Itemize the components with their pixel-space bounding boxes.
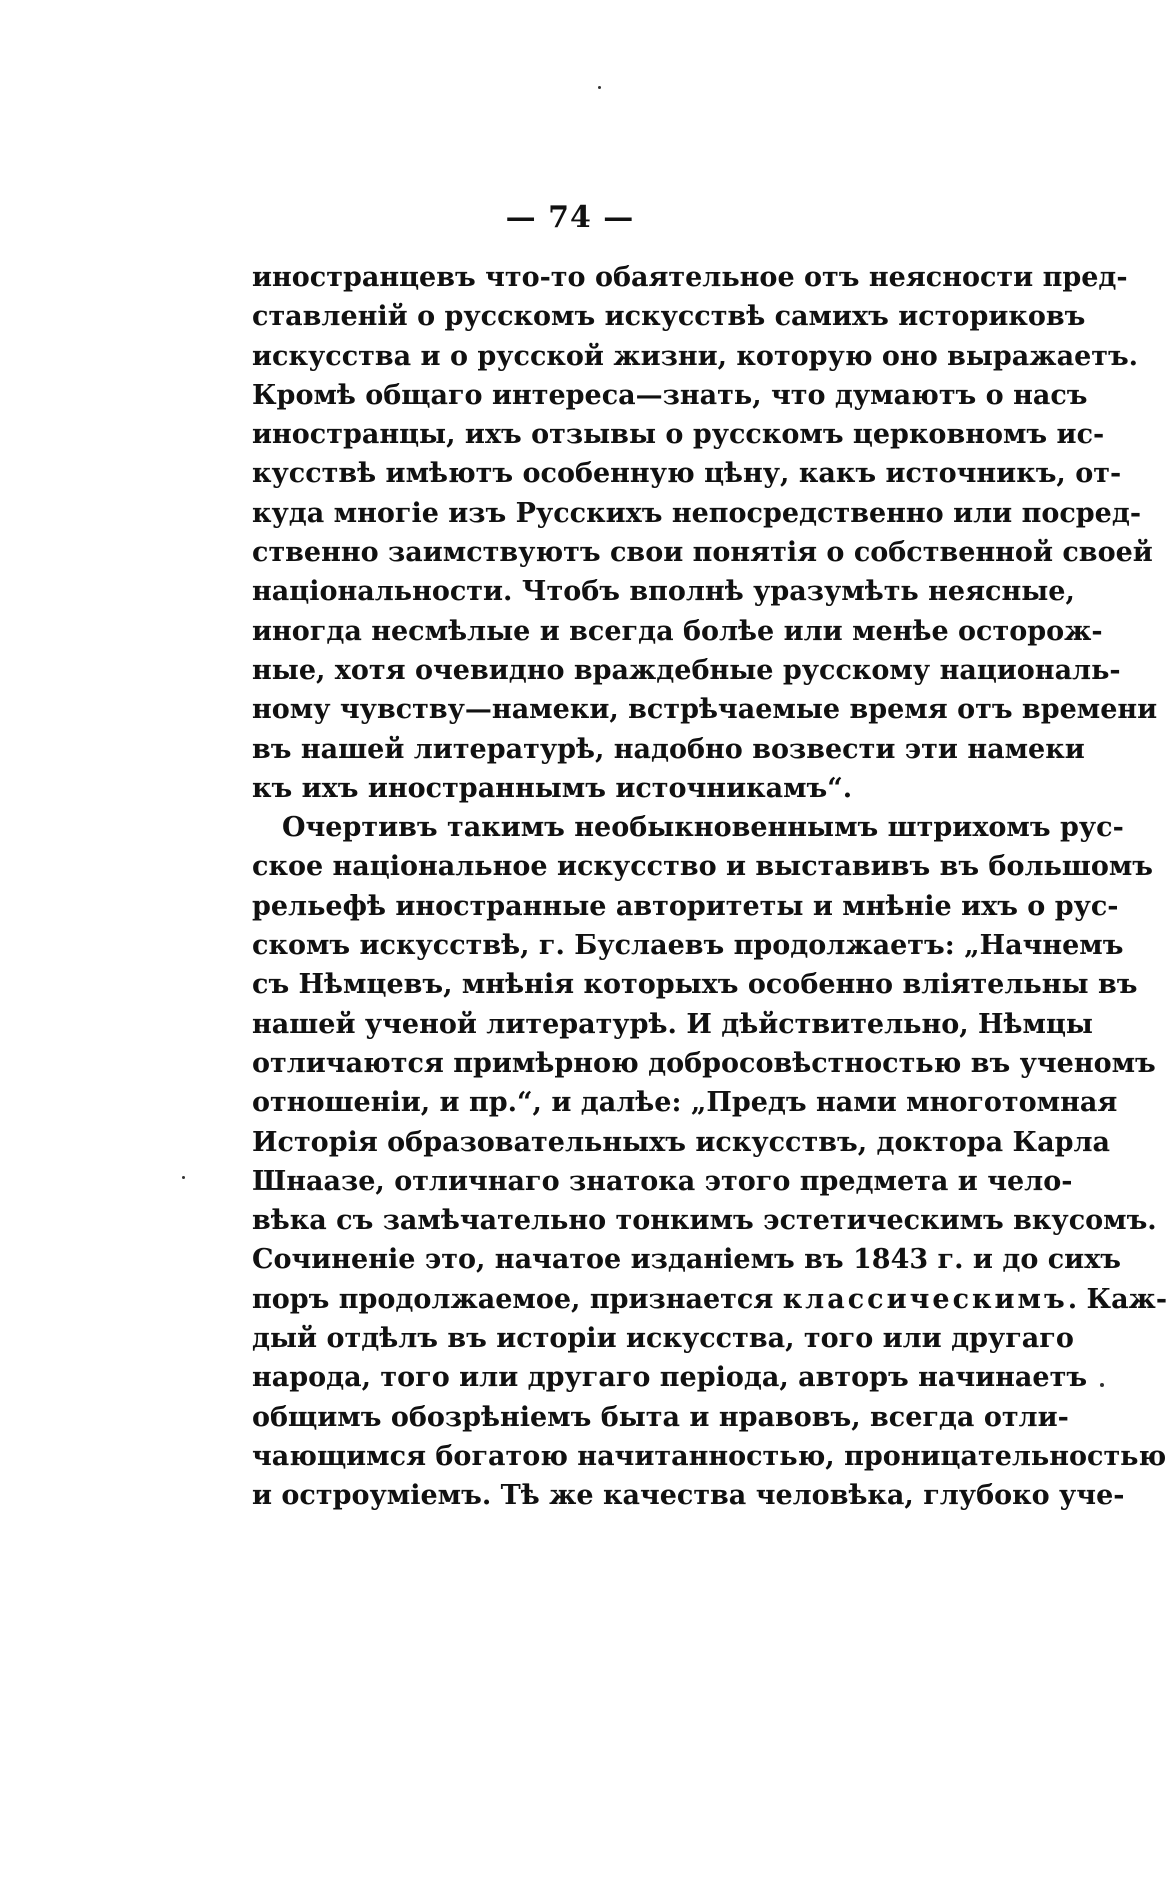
text-line: національности. Чтобъ вполнѣ уразумѣть неясные, — [252, 576, 1075, 608]
text-line: народа, того или другаго періода, авторъ начинаетъ — [252, 1362, 1088, 1394]
text-line: кусствѣ имѣютъ особенную цѣну, какъ источникъ, от- — [252, 458, 1122, 490]
emphasized-word: классическимъ — [782, 1283, 1068, 1315]
text-line: ственно заимствуютъ свои понятія о собственной своей — [252, 537, 1153, 569]
page-number: — 74 — — [505, 200, 635, 235]
text-line: Кромѣ общаго интереса—знать, что думаютъ о насъ — [252, 379, 1088, 411]
text-line: въ нашей литературѣ, надобно возвести эти намеки — [252, 733, 1085, 765]
text-line — [252, 1280, 1167, 1319]
text-line: Очертивъ такимъ необыкновеннымъ штрихомъ рус- — [282, 812, 1124, 844]
text-line: и остроуміемъ. Тѣ же качества человѣка, глубоко уче- — [252, 1480, 1125, 1512]
print-speck — [182, 1176, 185, 1179]
text-line: иностранцы, ихъ отзывы о русскомъ церковномъ ис- — [252, 419, 1105, 451]
text-line: отличаются примѣрною добросовѣстностью въ ученомъ — [252, 1047, 1156, 1079]
print-speck — [598, 86, 601, 89]
text-line: иногда несмѣлые и всегда болѣе или менѣе осторож- — [252, 615, 1103, 647]
text-line: вѣка съ замѣчательно тонкимъ эстетическимъ вкусомъ. — [252, 1205, 1157, 1237]
paragraph-2 — [252, 808, 1167, 1515]
text-line: дый отдѣлъ въ исторіи искусства, того или другаго — [252, 1323, 1074, 1355]
text-line: рельефѣ иностранные авторитеты и мнѣніе ихъ о рус- — [252, 890, 1119, 922]
text-line: ское національное искусство и выставивъ въ большомъ — [252, 851, 1154, 883]
text-line: искусства и о русской жизни, которую оно выражаетъ. — [252, 340, 1139, 372]
paragraph-1 — [252, 258, 1158, 808]
text-line: нашей ученой литературѣ. И дѣйствительно, Нѣмцы — [252, 1008, 1093, 1040]
text-line: иностранцевъ что-то обаятельное отъ неясности пред- — [252, 262, 1128, 293]
text-line: ставленій о русскомъ искусствѣ самихъ историковъ — [252, 301, 1086, 333]
line-text: . Каж- — [1067, 1283, 1167, 1315]
text-body — [252, 258, 1167, 1516]
text-line: скомъ искусствѣ, г. Буслаевъ продолжаетъ: „Начнемъ — [252, 930, 1124, 962]
text-line: отношеніи, и пр.“, и далѣе: „Предъ нами многотомная — [252, 1087, 1118, 1119]
text-line: куда многіе изъ Русскихъ непосредственно или посред- — [252, 497, 1142, 529]
text-line: Исторія образовательныхъ искусствъ, доктора Карла — [252, 1126, 1110, 1158]
text-line: общимъ обозрѣніемъ быта и нравовъ, всегда отли- — [252, 1401, 1069, 1433]
line-text: поръ продолжаемое, признается — [252, 1283, 783, 1315]
text-line: ные, хотя очевидно враждебные русскому националь- — [252, 654, 1121, 686]
text-line: къ ихъ иностраннымъ источникамъ“. — [252, 772, 853, 804]
text-line: чающимся богатою начитанностью, проницательностью — [252, 1440, 1167, 1472]
text-line: ному чувству—намеки, встрѣчаемые время отъ времени — [252, 694, 1158, 726]
text-line: Шнаазе, отличнаго знатока этого предмета и чело- — [252, 1165, 1073, 1197]
text-line: Сочиненіе это, начатое изданіемъ въ 1843 г. и до сихъ — [252, 1244, 1122, 1276]
text-line: съ Нѣмцевъ, мнѣнія которыхъ особенно вліятельны въ — [252, 969, 1138, 1001]
print-speck — [1100, 1383, 1104, 1387]
